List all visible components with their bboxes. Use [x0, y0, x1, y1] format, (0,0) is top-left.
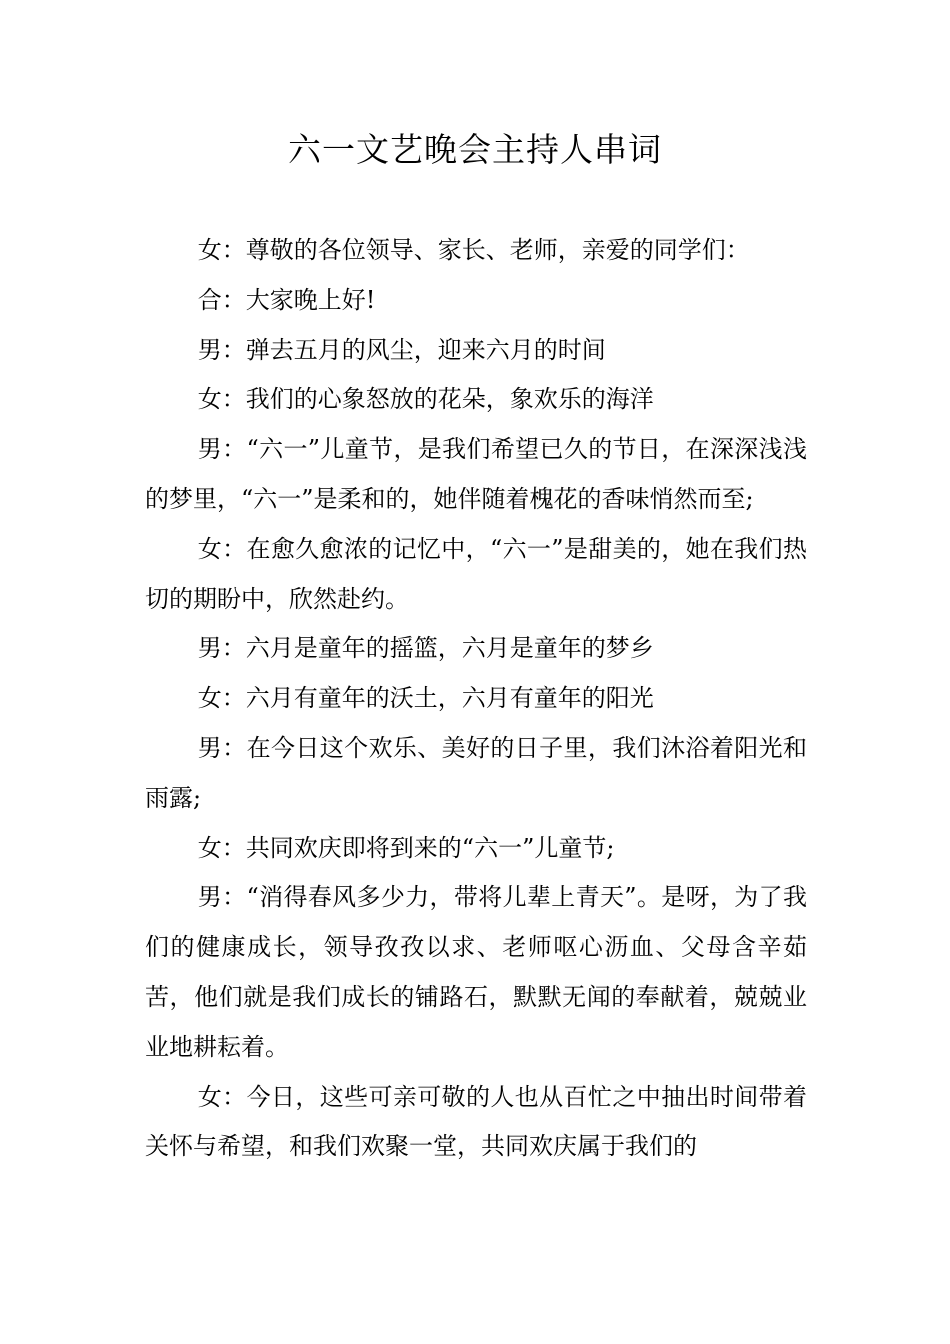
paragraph: 女：今日，这些可亲可敬的人也从百忙之中抽出时间带着关怀与希望，和我们欢聚一堂，共同欢庆属于我们的: [145, 1082, 807, 1161]
paragraph: 合：大家晚上好!: [197, 285, 376, 314]
paragraph: 男：“消得春风多少力，带将儿辈上青天”。是呀，为了我们的健康成长，领导孜孜以求、老师呕心沥血、父母含辛茹苦，他们就是我们成长的铺路石，默默无闻的奉献着，兢兢业业地耕耘着。: [145, 883, 807, 1061]
paragraph: 女：在愈久愈浓的记忆中，“六一”是甜美的，她在我们热切的期盼中，欣然赴约。: [145, 534, 807, 613]
paragraph: 女：共同欢庆即将到来的“六一”儿童节;: [197, 833, 615, 862]
paragraph: 女：六月有童年的沃土，六月有童年的阳光: [197, 684, 654, 713]
paragraph: 男：“六一”儿童节，是我们希望已久的节日，在深深浅浅的梦里，“六一”是柔和的，她伴随着槐花的香味悄然而至;: [145, 435, 807, 513]
paragraph: 男：六月是童年的摇篮，六月是童年的梦乡: [197, 634, 654, 663]
paragraph: 女：我们的心象怒放的花朵，象欢乐的海洋: [197, 385, 654, 414]
paragraph: 男：弹去五月的风尘，迎来六月的时间: [197, 335, 606, 364]
paragraph: 男：在今日这个欢乐、美好的日子里，我们沐浴着阳光和雨露;: [145, 733, 807, 812]
paragraph: 女：尊敬的各位领导、家长、老师，亲爱的同学们：: [197, 236, 750, 264]
document-title: 六一文艺晚会主持人串词: [288, 130, 662, 169]
document-body: [145, 226, 807, 1172]
